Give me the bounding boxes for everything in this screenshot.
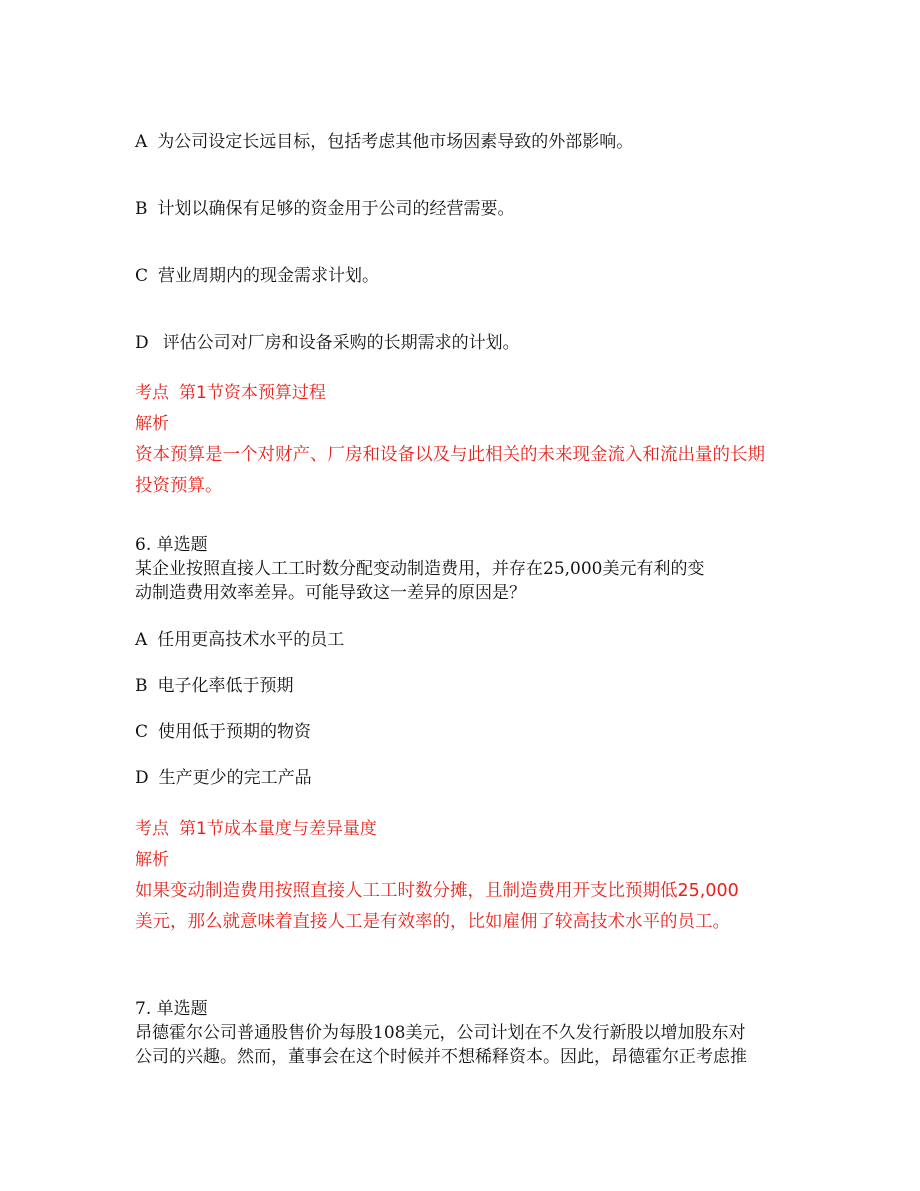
option-text: 营业周期内的现金需求计划。 [158, 266, 380, 286]
option-letter: C [135, 722, 149, 742]
q7-question-line-1: 昂德霍尔公司普通股售价为每股108美元，公司计划在不久发行新股以增加股东对 [135, 1023, 746, 1043]
option-letter: B [135, 199, 148, 219]
q6-kaodian [135, 817, 377, 841]
q5-option-c [135, 264, 379, 288]
option-text: 使用低于预期的物资 [158, 722, 312, 742]
option-text: 为公司设定长远目标，包括考虑其他市场因素导致的外部影响。 [157, 132, 634, 152]
kaodian-label: 考点 [135, 819, 169, 839]
option-letter: A [135, 132, 148, 152]
option-text: 电子化率低于预期 [157, 676, 294, 696]
option-text: 计划以确保有足够的资金用于公司的经营需要。 [157, 199, 515, 219]
q6-explanation-line-1: 如果变动制造费用按照直接人工工时数分摊，且制造费用开支比预期低25,000 [135, 881, 739, 901]
q6-question-line-1: 某企业按照直接人工工时数分配变动制造费用，并存在25,000美元有利的变 [135, 559, 705, 579]
q6-option-a [135, 628, 344, 652]
q7-question-line-2: 公司的兴趣。然而，董事会在这个时候并不想稀释资本。因此，昂德霍尔正考虑推 [135, 1047, 747, 1067]
option-letter: D [135, 333, 149, 353]
q5-kaodian [135, 381, 326, 405]
option-letter: D [135, 768, 149, 788]
option-text: 生产更少的完工产品 [158, 768, 312, 788]
q6-jiexi-label: 解析 [135, 850, 169, 870]
q6-explanation-line-2: 美元，那么就意味着直接人工是有效率的，比如雇佣了较高技术水平的员工。 [135, 912, 730, 932]
q6-option-d [135, 766, 312, 790]
q6-header: 6. 单选题 [135, 535, 208, 555]
option-text: 任用更高技术水平的员工 [157, 630, 345, 650]
kaodian-value: 第1节资本预算过程 [179, 383, 326, 403]
q5-explanation-line-2: 投资预算。 [135, 476, 223, 496]
kaodian-label: 考点 [135, 383, 169, 403]
option-letter: B [135, 676, 148, 696]
q5-explanation-line-1: 资本预算是一个对财产、厂房和设备以及与此相关的未来现金流入和流出量的长期 [135, 445, 765, 465]
q6-option-b [135, 674, 294, 698]
q7-header: 7. 单选题 [135, 999, 208, 1019]
kaodian-value: 第1节成本量度与差异量度 [179, 819, 377, 839]
q5-jiexi-label: 解析 [135, 414, 169, 434]
q5-option-a [135, 130, 633, 154]
option-letter: A [135, 630, 148, 650]
q6-question-line-2: 动制造费用效率差异。可能导致这一差异的原因是？ [135, 583, 526, 603]
q5-option-b [135, 197, 515, 221]
option-text: 评估公司对厂房和设备采购的长期需求的计划。 [162, 333, 520, 353]
q6-option-c [135, 720, 311, 744]
q5-option-d [135, 331, 520, 355]
option-letter: C [135, 266, 149, 286]
